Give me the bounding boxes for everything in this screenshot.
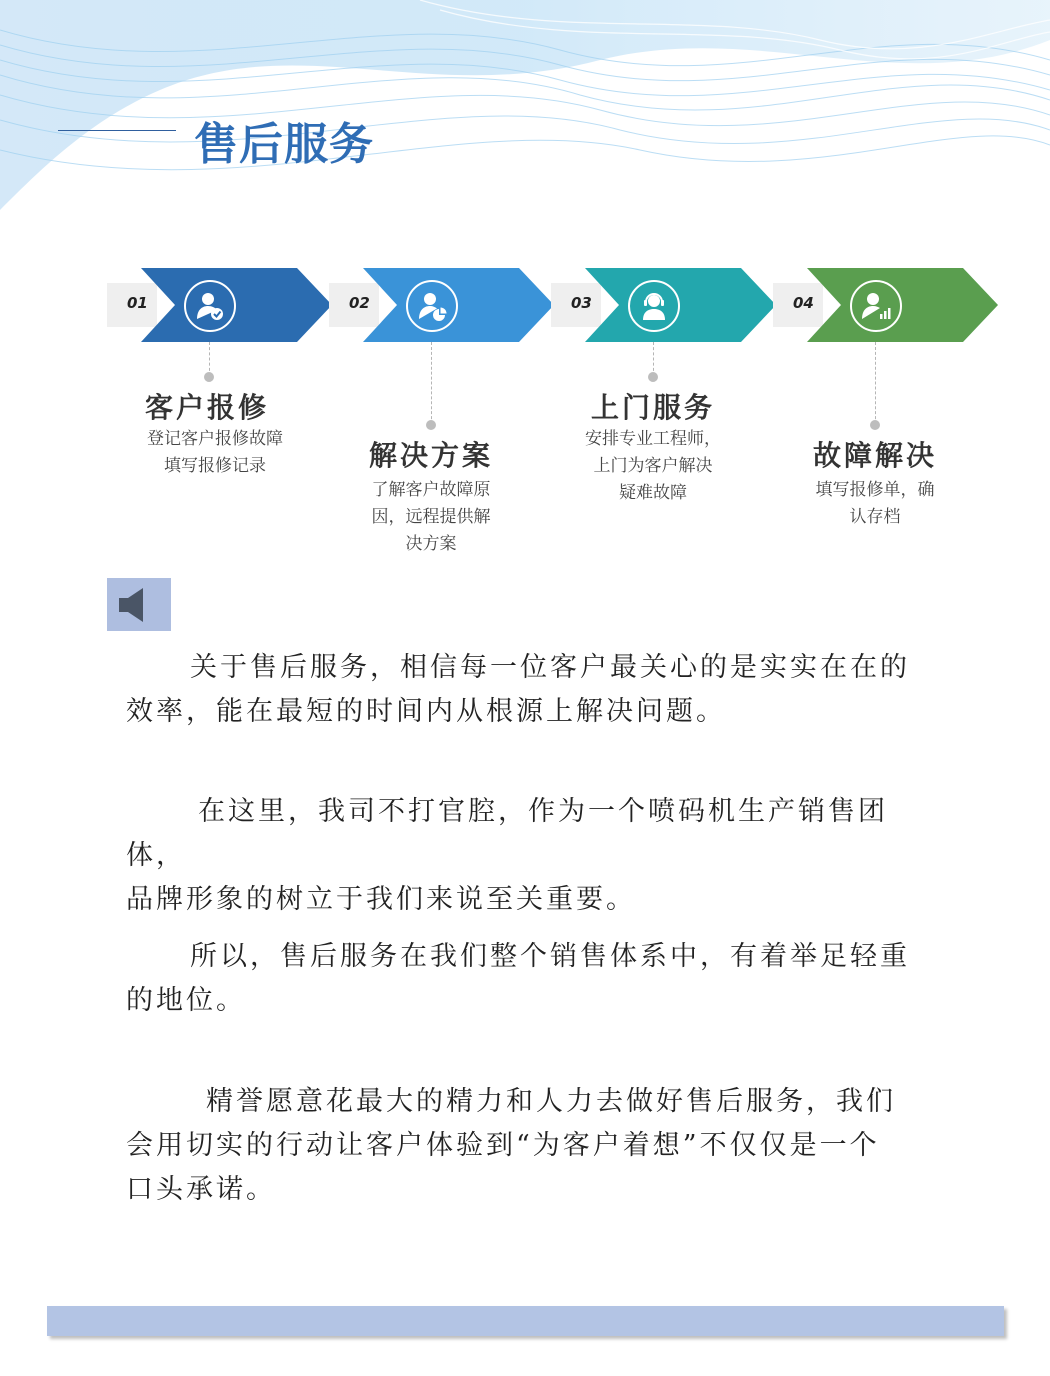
step-connector: [653, 342, 654, 376]
step-number: 03: [571, 294, 592, 312]
step-description-line: 上门为客户解决: [593, 456, 713, 476]
step-description: [553, 426, 753, 507]
step-dot: [870, 420, 880, 430]
step-title: 解决方案: [368, 439, 493, 472]
headset-agent-icon: [628, 280, 680, 332]
step-description: [775, 477, 975, 531]
body-paragraph: [126, 935, 936, 1023]
step-description: [115, 426, 315, 480]
paragraph-line: 口头承诺。: [126, 1174, 276, 1205]
step-description-line: 登记客户报修故障: [147, 429, 283, 449]
paragraph-line: 关于售后服务，相信每一位客户最关心的是实实在在的: [190, 652, 910, 683]
step-dot: [204, 372, 214, 382]
paragraph-line: 所以，售后服务在我们整个销售体系中，有着举足轻重: [190, 941, 910, 972]
step-title: 上门服务: [590, 391, 715, 424]
process-steps: [0, 0, 1050, 560]
paragraph-line: 品牌形象的树立于我们来说至关重要。: [126, 884, 636, 915]
footer-bar: [47, 1306, 1004, 1336]
step-description-line: 因，远程提供解: [371, 507, 491, 527]
step-description: [331, 477, 531, 558]
step-connector: [875, 342, 876, 424]
user-growth-icon: [850, 280, 902, 332]
step-number: 04: [793, 294, 814, 312]
body-paragraph: [126, 790, 936, 922]
page-title: 售后服务: [194, 119, 374, 170]
step-description-line: 决方案: [405, 534, 457, 554]
user-chart-icon: [406, 280, 458, 332]
step-number: 01: [127, 294, 148, 312]
paragraph-line: 在这里，我司不打官腔，作为一个喷码机生产销售团体，: [126, 796, 888, 871]
paragraph-line: 的地位。: [126, 985, 246, 1016]
body-paragraph: [126, 1080, 936, 1212]
step-description-line: 疑难故障: [619, 483, 687, 503]
step-4: [773, 268, 998, 342]
step-description-line: 填写报修记录: [164, 456, 266, 476]
speaker-icon-box: [107, 578, 171, 631]
step-description-line: 认存档: [849, 507, 901, 527]
step-description-line: 填写报修单，确: [815, 480, 935, 500]
paragraph-line: 精誉愿意花最大的精力和人力去做好售后服务，我们: [206, 1086, 896, 1117]
step-dot: [648, 372, 658, 382]
step-title: 故障解决: [812, 439, 937, 472]
step-connector: [431, 342, 432, 424]
body-paragraph: [126, 646, 936, 734]
paragraph-line: 会用切实的行动让客户体验到“为客户着想”不仅仅是一个: [126, 1130, 880, 1161]
step-dot: [426, 420, 436, 430]
step-connector: [209, 342, 210, 376]
user-check-icon: [184, 280, 236, 332]
step-description-line: 了解客户故障原: [371, 480, 491, 500]
step-number: 02: [349, 294, 370, 312]
step-1: [107, 268, 332, 342]
step-3: [551, 268, 776, 342]
paragraph-line: 效率，能在最短的时间内从根源上解决问题。: [126, 696, 726, 727]
step-2: [329, 268, 554, 342]
step-title: 客户报修: [144, 391, 269, 424]
speaker-icon: [119, 587, 159, 623]
step-description-line: 安排专业工程师，: [585, 429, 721, 449]
